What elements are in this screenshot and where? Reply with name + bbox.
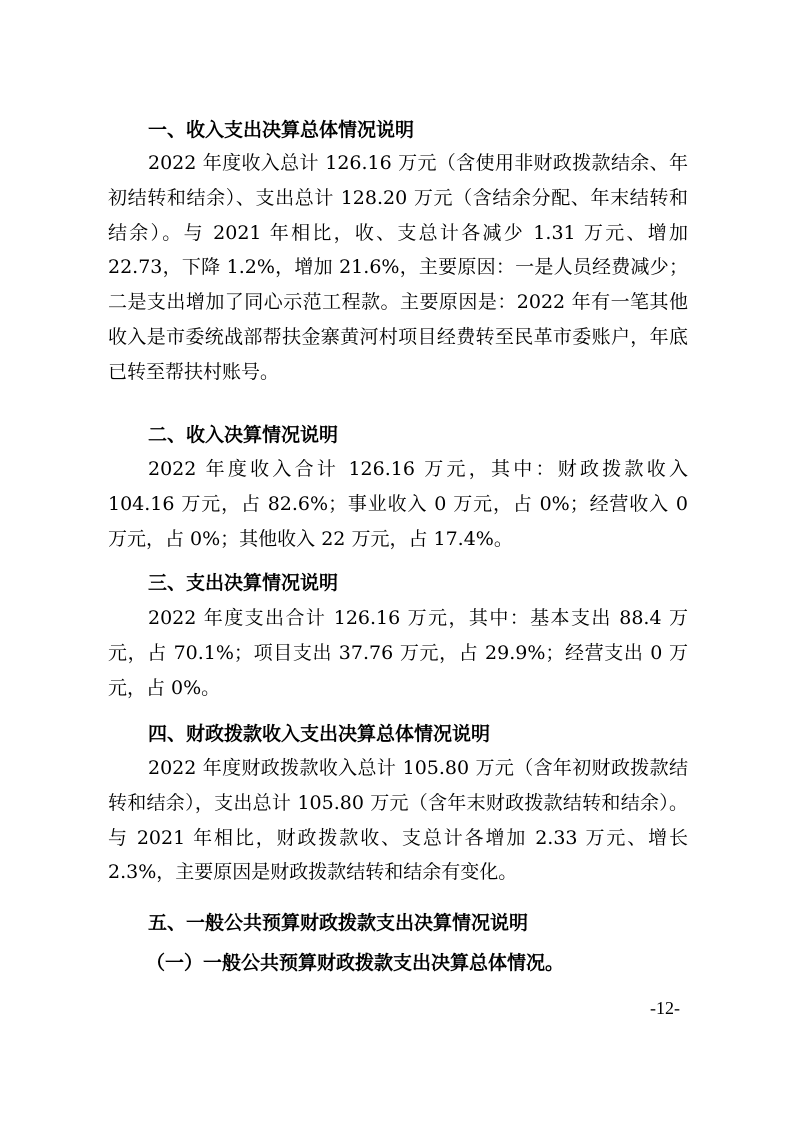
section-5-heading: 五、一般公共预算财政拨款支出决算情况说明	[148, 912, 529, 934]
section-2-heading: 二、收入决算情况说明	[148, 424, 339, 446]
section-1-body: 2022 年度收入总计 126.16 万元（含使用非财政拨款结余、年初结转和结余）、支出总计 128.20 万元（含结余分配、年末结转和结余）。与 2021 年相比，收、支总计各减少 1.31 万元、增加 22.73，下降 1.2%，增加 21.6%，主要原因：一是人员经费减少；二是支出增加了同心示范工程款。主要原因是：2022 年有一笔其他收入是市委统战部帮扶金寨黄河村项目经费转至民革市委账户，年底已转至帮扶村账号。	[108, 152, 688, 383]
section-2-body: 2022 年度收入合计 126.16 万元，其中：财政拨款收入 104.16 万元，占 82.6%；事业收入 0 万元，占 0%；经营收入 0 万元，占 0%；其他收入 22 万元，占 17.4%。	[108, 458, 688, 550]
section-1-heading: 一、收入支出决算总体情况说明	[148, 119, 415, 141]
section-3-body: 2022 年度支出合计 126.16 万元，其中：基本支出 88.4 万元，占 70.1%；项目支出 37.76 万元，占 29.9%；经营支出 0 万元，占 0%。	[108, 607, 688, 699]
subsection-heading: （一）一般公共预算财政拨款支出决算总体情况。	[146, 952, 565, 974]
section-3-heading: 三、支出决算情况说明	[148, 572, 339, 594]
page-number: -12-	[650, 998, 680, 1018]
section-4-heading: 四、财政拨款收入支出决算总体情况说明	[148, 723, 491, 745]
section-4-body: 2022 年度财政拨款收入总计 105.80 万元（含年初财政拨款结转和结余），支出总计 105.80 万元（含年末财政拨款结转和结余）。与 2021 年相比，财政拨款收、支总计各增加 2.33 万元、增长 2.3%，主要原因是财政拨款结转和结余有变化。	[108, 757, 688, 884]
